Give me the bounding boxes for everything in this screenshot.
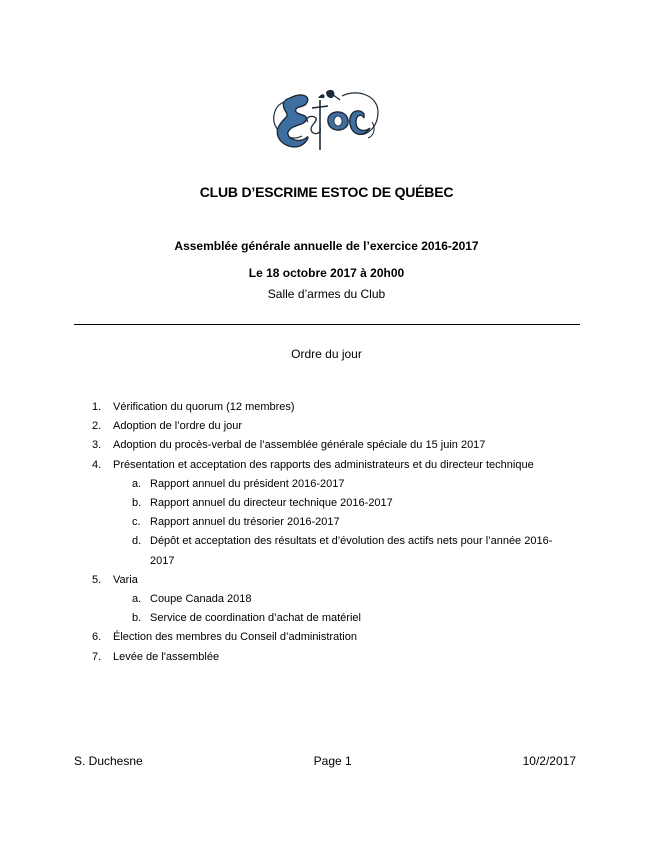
page-footer — [74, 754, 576, 768]
agenda-subitem-text: Rapport annuel du trésorier 2016-2017 — [150, 516, 340, 529]
agenda-item-text: Varia — [113, 573, 138, 586]
horizontal-divider — [74, 324, 580, 325]
agenda-sublist — [113, 590, 572, 628]
agenda-subitem-letter: b. — [132, 497, 142, 510]
agenda-subitem-text: Dépôt et acceptation des résultats et d’évolution des actifs nets pour l’année 2016-2017 — [150, 535, 553, 567]
agenda-subitem — [113, 513, 572, 532]
footer-date: 10/2/2017 — [522, 754, 576, 768]
agenda-subitem — [113, 532, 572, 570]
agenda-subitem — [113, 609, 572, 628]
estoc-logo — [268, 88, 382, 154]
agenda-list — [92, 398, 572, 667]
agenda-subitem — [113, 590, 572, 609]
agenda-subitem-letter: a. — [132, 477, 142, 490]
agenda-item-text: Élection des membres du Conseil d’administration — [113, 631, 357, 644]
agenda-item-text: Présentation et acceptation des rapports des administrateurs et du directeur technique — [113, 458, 534, 471]
agenda-item — [92, 436, 572, 455]
agenda-item-text: Adoption de l’ordre du jour — [113, 420, 243, 433]
agenda-title: Ordre du jour — [291, 347, 362, 361]
agenda-item-number: 7. — [92, 650, 102, 663]
agenda-subitem-letter: b. — [132, 612, 142, 625]
agenda-sublist — [113, 475, 572, 571]
agenda-subitem-text: Service de coordination d’achat de matériel — [150, 612, 361, 625]
agenda-item-text: Adoption du procès-verbal de l’assemblée générale spéciale du 15 juin 2017 — [113, 439, 486, 452]
agenda-item-number: 4. — [92, 458, 102, 471]
agenda-item — [92, 398, 572, 417]
meeting-title: Assemblée générale annuelle de l’exercice 2016-2017 — [174, 239, 479, 253]
agenda-item-text: Vérification du quorum (12 membres) — [113, 401, 295, 413]
meeting-date: Le 18 octobre 2017 à 20h00 — [248, 266, 405, 280]
agenda-subitem-text: Rapport annuel du président 2016-2017 — [150, 477, 345, 490]
agenda-item-text: Levée de l'assemblée — [113, 650, 220, 663]
agenda-item-number: 5. — [92, 573, 102, 586]
agenda-item-number: 6. — [92, 631, 102, 644]
agenda-item — [92, 417, 572, 436]
agenda-item — [92, 628, 572, 647]
agenda-subitem-letter: c. — [132, 516, 141, 529]
footer-author: S. Duchesne — [74, 754, 143, 768]
agenda-item-number: 2. — [92, 420, 102, 433]
agenda-item — [92, 571, 572, 629]
agenda-subitem — [113, 494, 572, 513]
footer-page-number: Page 1 — [313, 754, 352, 768]
agenda-item-number: 1. — [92, 401, 102, 413]
agenda-subitem — [113, 475, 572, 494]
meeting-location: Salle d’armes du Club — [267, 287, 386, 301]
agenda-item-number: 3. — [92, 439, 102, 452]
agenda-subitem-text: Rapport annuel du directeur technique 2016-2017 — [150, 497, 393, 510]
agenda-subitem-letter: d. — [132, 535, 142, 548]
club-name: CLUB D’ESCRIME ESTOC DE QUÉBEC — [199, 184, 454, 200]
agenda-item — [92, 648, 572, 667]
agenda-subitem-letter: a. — [132, 593, 142, 606]
agenda-item — [92, 456, 572, 571]
agenda-subitem-text: Coupe Canada 2018 — [150, 593, 252, 606]
